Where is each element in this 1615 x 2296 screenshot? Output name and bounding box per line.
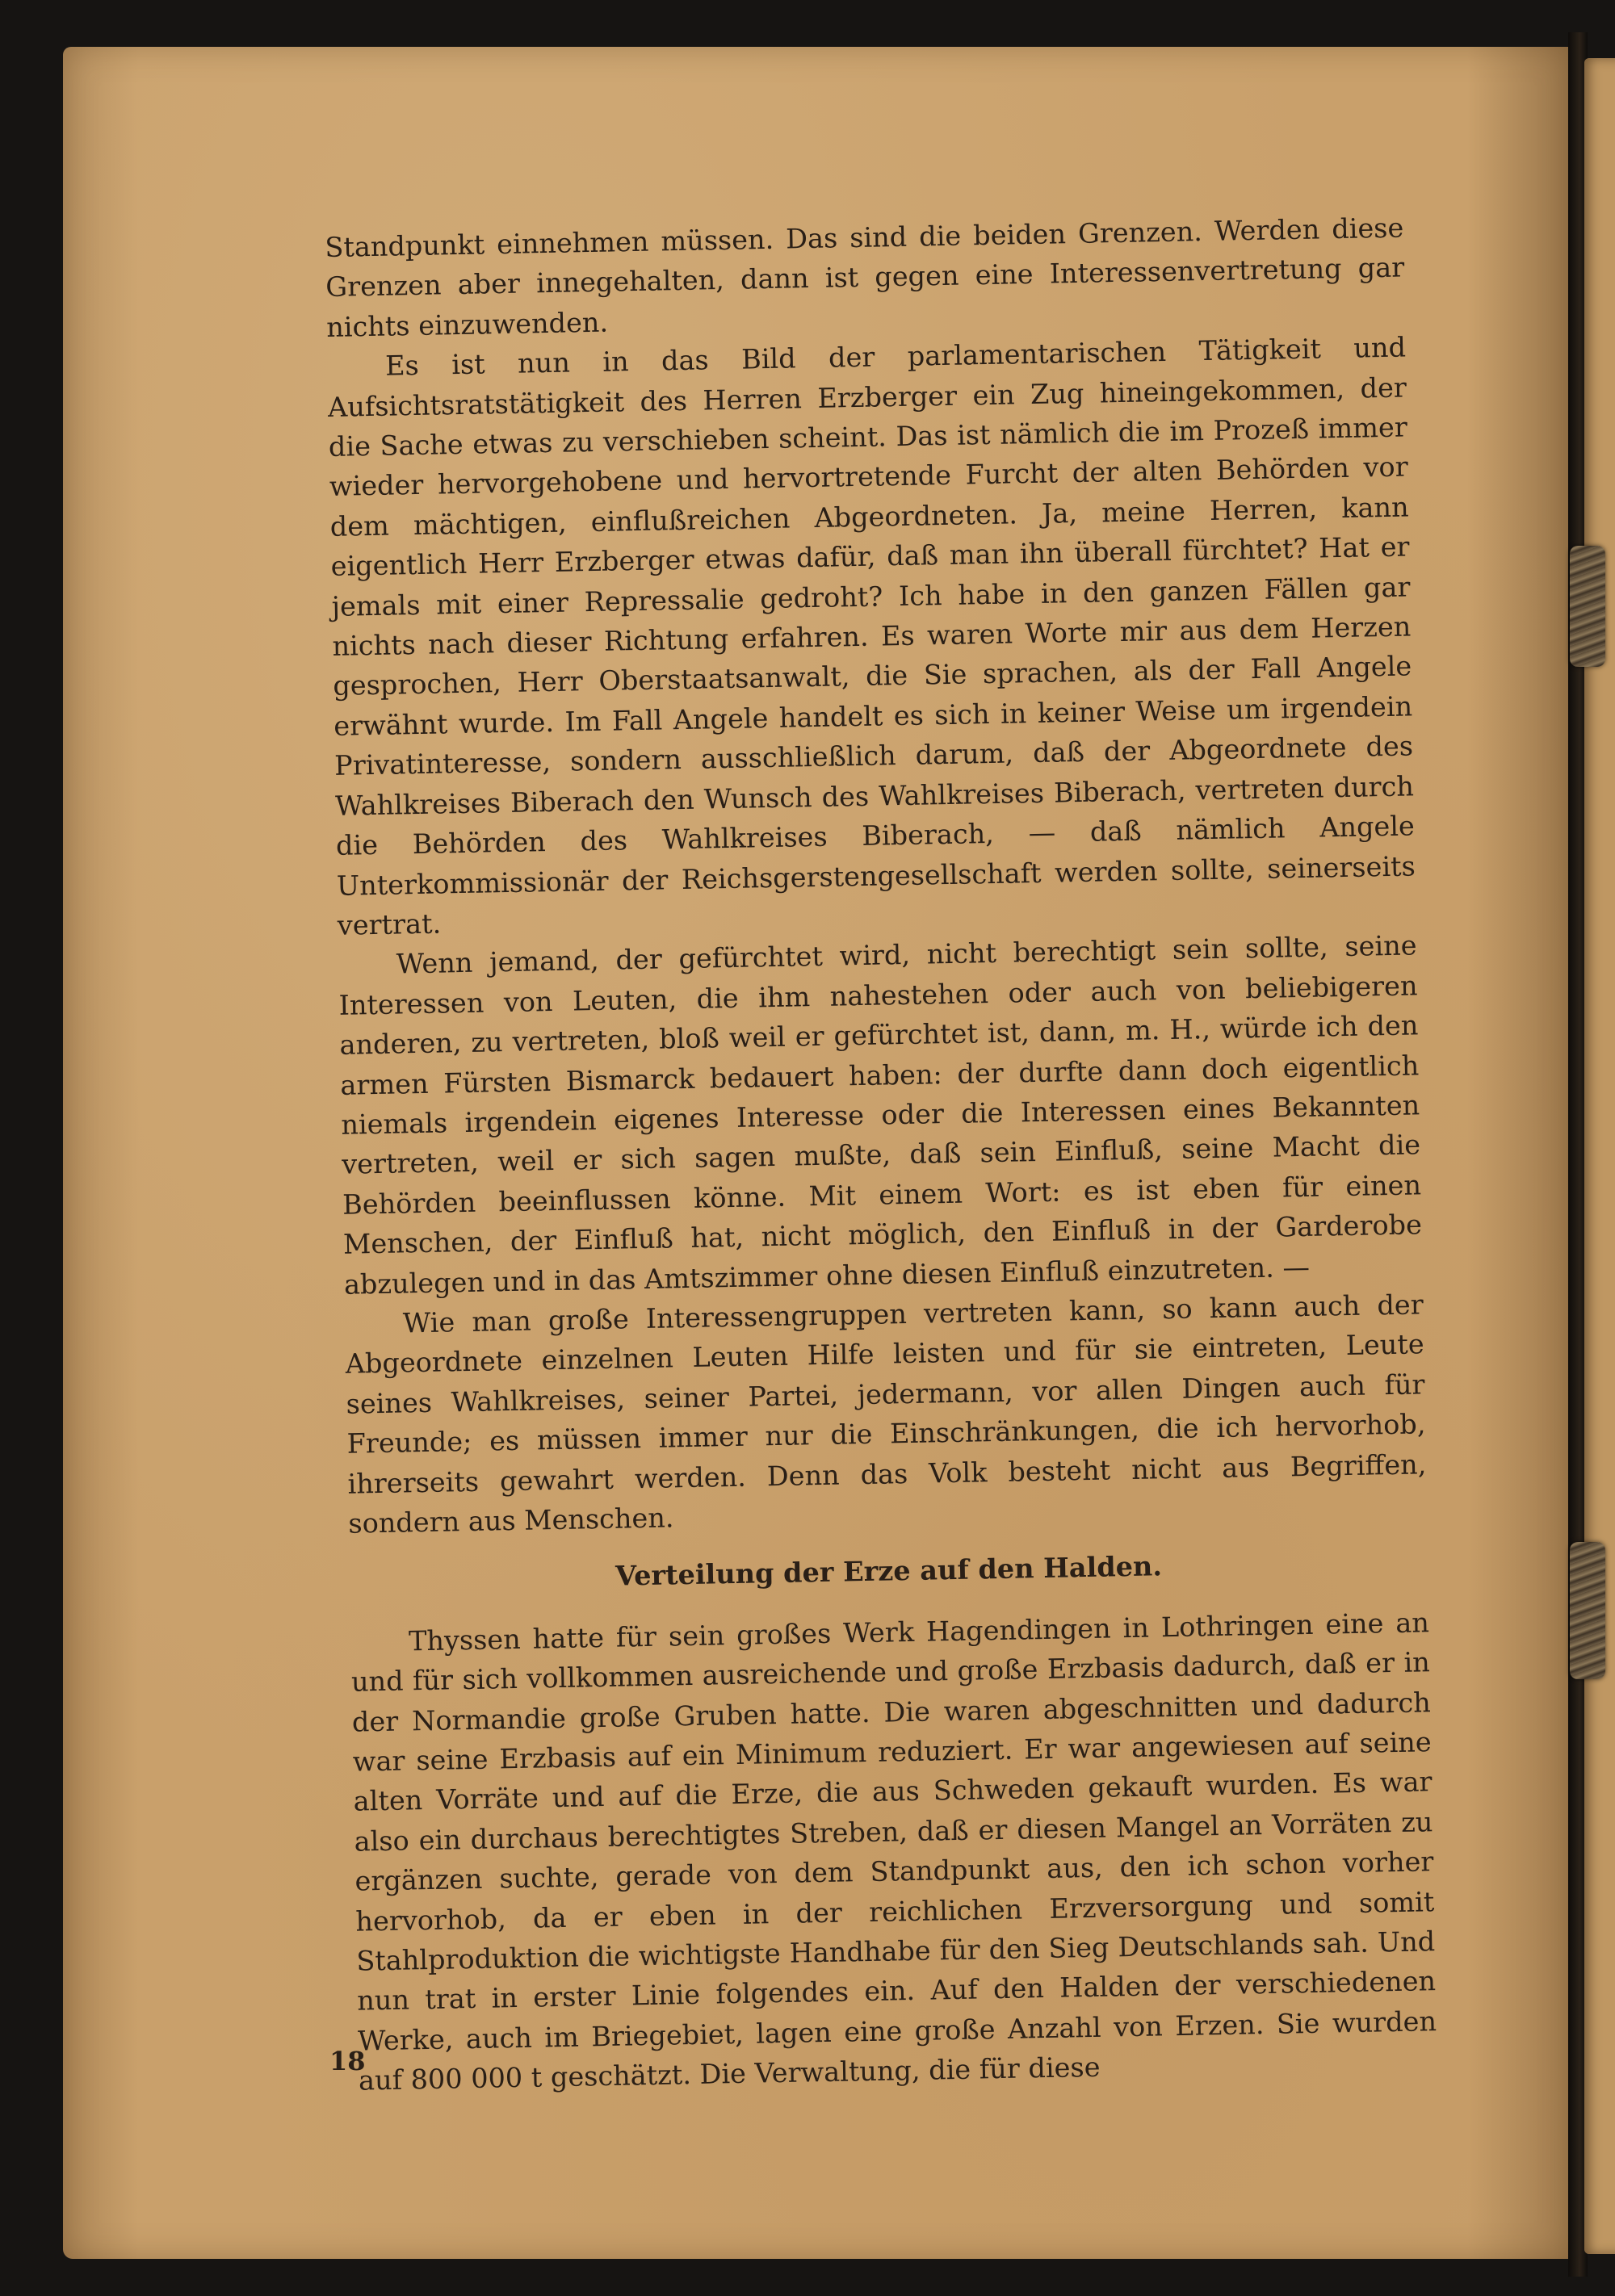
binding-thread — [1570, 546, 1605, 667]
paragraph: Es ist nun in das Bild der parlamentarischen Tätigkeit und Aufsichtsratstätigkeit des Herren Erzberger ein Zug hineingekommen, der die Sache etwas zu verschieben scheint. Das ist nämlich die im Prozeß immer wieder hervorgehobene und hervortretende Furcht der alten Behörden vor dem mächtigen, einflußreichen Abgeordneten. Ja, meine Herren, kann eigentlich Herr Erzberger etwas dafür, daß man ihn überall fürchtet? Hat er jemals mit einer Repressalie gedroht? Ich habe in den ganzen Fällen gar nichts nach dieser Richtung erfahren. Es waren Worte mir aus dem Herzen gesprochen, Herr Oberstaatsanwalt, die Sie sprachen, als der Fall Angele erwähnt wurde. Im Fall Angele handelt es sich in keiner Weise um irgendein Privatinteresse, sondern ausschließlich darum, daß der Abgeordnete des Wahlkreises Biberach den Wunsch des Wahlkreises Biberach, vertreten durch die Behörden des Wahlkreises Biberach, — daß nämlich Angele Unterkommissionär der Reichsgerstengesellschaft werden sollte, seinerseits vertrat. — [327, 331, 1416, 941]
body-text — [325, 208, 1437, 2101]
page-number: 18 — [329, 2046, 366, 2076]
paragraph: Wenn jemand, der gefürchtet wird, nicht berechtigt sein sollte, seine Interessen von Leuten, die ihm nahestehen oder auch von beliebigeren anderen, zu vertreten, bloß weil er gefürchtet ist, dann, m. H., würde ich den armen Fürsten Bismarck bedauert haben: der durfte dann doch eigentlich niemals irgendein eigenes Interesse oder die Interessen eines Bekannten vertreten, weil er sich sagen mußte, daß sein Einfluß, seine Macht die Behörden beeinflussen könne. Mit einem Wort: es ist eben für einen Menschen, der Einfluß hat, nicht möglich, den Einfluß in der Garderobe abzulegen und in das Amtszimmer ohne diesen Einfluß einzutreten. — — [338, 929, 1423, 1301]
paragraph: Standpunkt einnehmen müssen. Das sind die beiden Grenzen. Werden diese Grenzen aber innegehalten, dann ist gegen eine Interessenvertretung gar nichts einzuwenden. — [325, 212, 1405, 343]
section-heading: Verteilung der Erze auf den Halden. — [615, 1550, 1163, 1593]
facing-page-edge — [1584, 58, 1615, 2254]
paragraph: Wie man große Interessengruppen vertreten kann, so kann auch der Abgeordnete einzelnen Leuten Hilfe leisten und für sie eintreten, Leute seines Wahlkreises, seiner Partei, jedermann, vor allen Dingen auch für Freunde; es müssen immer nur die Einschränkungen, die ich hervorhob, ihrerseits gewahrt werden. Denn das Volk besteht nicht aus Begriffen, sondern aus Menschen. — [345, 1288, 1427, 1540]
paragraph: Thyssen hatte für sein großes Werk Hagendingen in Lothringen eine an und für sich vollkommen ausreichende und große Erzbasis dadurch, daß er in der Normandie große Gruben hatte. Die waren abgeschnitten und dadurch war seine Erzbasis auf ein Minimum reduziert. Er war angewiesen auf seine alten Vorräte und auf die Erze, die aus Schweden gekauft wurden. Es war also ein durchaus berechtigtes Streben, daß er diesen Mangel an Vorräten zu ergänzen suchte, gerade von dem Standpunkt aus, den ich schon vorher hervorhob, da er eben in der reichlichen Erzversorgung und somit Stahlproduktion die wichtigste Handhabe für den Sieg Deutschlands sah. Und nun trat in erster Linie folgendes ein. Auf den Halden der verschiedenen Werke, auch im Briegebiet, lagen eine große Anzahl von Erzen. Sie wurden auf 800 000 t geschätzt. Die Verwaltung, die für diese — [350, 1607, 1437, 2097]
binding-thread — [1570, 1542, 1605, 1679]
